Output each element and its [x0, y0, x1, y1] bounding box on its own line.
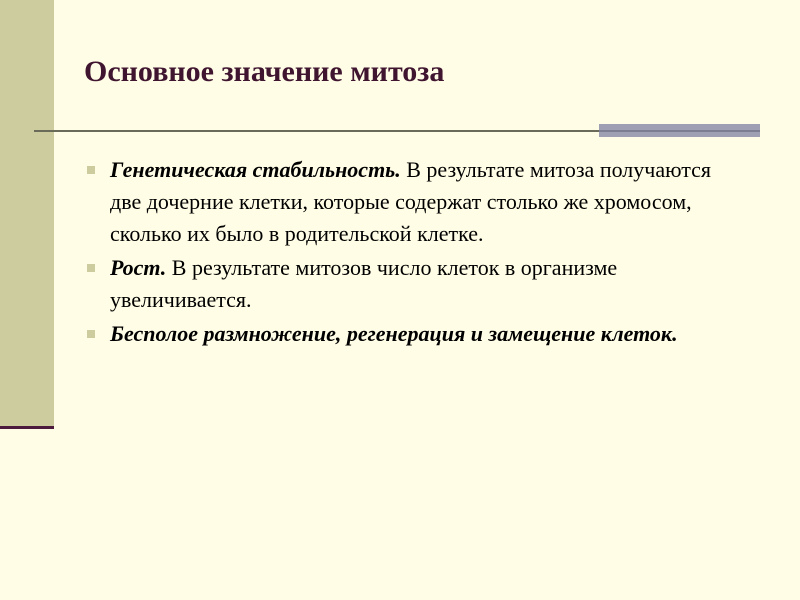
slide-title: Основное значение митоза — [84, 55, 445, 88]
bullet-list — [86, 154, 746, 352]
side-accent-bar-edge — [0, 426, 54, 429]
title-divider-accent-stripe — [599, 130, 760, 132]
bullet-lead: Рост. — [110, 255, 167, 280]
bullet-lead: Бесполое размножение, регенерация и замещение клеток. — [110, 321, 678, 346]
bullet-item-asexual-reproduction — [86, 318, 746, 350]
side-accent-bar — [0, 0, 54, 426]
bullet-lead: Генетическая стабильность. — [110, 157, 401, 182]
square-bullet-icon — [87, 264, 95, 272]
title-divider-line — [34, 130, 600, 132]
bullet-text: В результате митозов число клеток в организме увеличивается. — [110, 255, 618, 312]
square-bullet-icon — [87, 166, 95, 174]
bullet-text: В результате митоза получаются две дочерние клетки, которые содержат столько же хромосом, сколько их было в родительской клетке. — [110, 157, 712, 246]
bullet-item-genetic-stability — [86, 154, 746, 250]
bullet-item-growth — [86, 252, 746, 316]
square-bullet-icon — [87, 330, 95, 338]
